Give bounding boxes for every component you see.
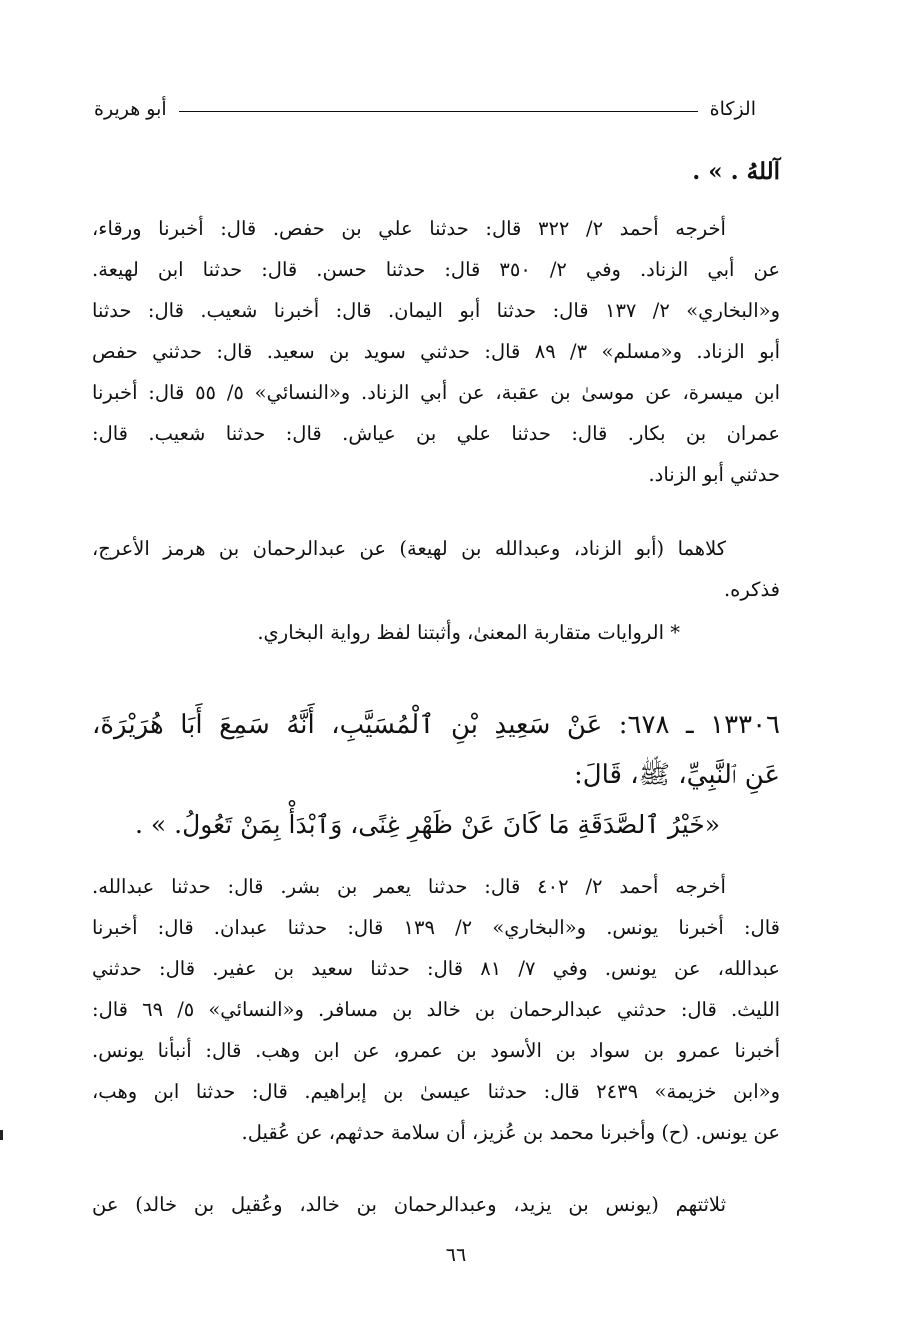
text-line: ابن ميسرة، عن موسىٰ بن عقبة، عن أبي الزناد. و«النسائي» ٥/ ٥٥ قال: أخبرنا: [92, 381, 780, 404]
text-line: عن يونس. (ح) وأخبرنا محمد بن عُزيز، أن سلامة حدثهم، عن عُقيل.: [241, 1121, 780, 1144]
text-line: كلاهما (أبو الزناد، وعبدالله بن لهيعة) عن عبدالرحمان بن هرمز الأعرج،: [92, 537, 726, 560]
running-header: [94, 94, 756, 124]
editor-note: [92, 612, 780, 653]
text-line: أخرجه أحمد ٢/ ٣٢٢ قال: حدثنا علي بن حفص. قال: أخبرنا ورقاء،: [92, 217, 726, 240]
text-line: الليث. قال: حدثني عبدالرحمان بن خالد بن مسافر. و«النسائي» ٥/ ٦٩ قال:: [92, 998, 780, 1021]
previous-hadith-ending: آللهُ . » .: [692, 158, 780, 185]
header-rule: [179, 111, 698, 112]
text-line: عن أبي الزناد. وفي ٢/ ٣٥٠ قال: حدثنا حسن. قال: حدثنا ابن لهيعة.: [92, 258, 780, 281]
text-line: و«البخاري» ٢/ ١٣٧ قال: حدثنا أبو اليمان. قال: أخبرنا شعيب. قال: حدثنا: [92, 299, 780, 322]
page-number: ٦٦: [445, 1244, 467, 1266]
note-line: * الروايات متقاربة المعنىٰ، وأثبتنا لفظ رواية البخاري.: [257, 621, 680, 644]
hadith-isnad-line-1: ١٣٣٠٦ ـ ٦٧٨: عَنْ سَعِيدِ بْنِ ٱلْمُسَيَّبِ، أَنَّهُ سَمِعَ أَبَا هُرَيْرَةَ،: [92, 710, 780, 740]
takhrij-paragraph-1: [92, 208, 780, 495]
hadith-isnad-line-2: عَنِ ٱلنَّبِيِّ، ﷺ، قَالَ:: [573, 760, 780, 790]
text-line: حدثني أبو الزناد.: [648, 463, 780, 486]
text-line: فذكره.: [723, 578, 780, 601]
scan-margin-mark: [0, 1130, 3, 1140]
text-line: قال: أخبرنا يونس. و«البخاري» ٢/ ١٣٩ قال: حدثنا عبدان. قال: أخبرنا: [92, 916, 780, 939]
companion-name: أبو هريرة: [94, 98, 167, 120]
hadith-matn: «خَيْرُ ٱلصَّدَقَةِ مَا كَانَ عَنْ ظَهْرِ غِنًى، وَٱبْدَأْ بِمَنْ تَعُولُ. » .: [135, 810, 720, 839]
text-line: أخبرنا عمرو بن سواد بن الأسود بن عمرو، عن ابن وهب. قال: أنبأنا يونس.: [92, 1039, 780, 1062]
takhrij-paragraph-2: [92, 528, 780, 610]
text-line: ثلاثتهم (يونس بن يزيد، وعبدالرحمان بن خالد، وعُقيل بن خالد) عن: [92, 1193, 726, 1216]
hadith-entry: [92, 700, 780, 850]
takhrij-paragraph-3: [92, 866, 780, 1153]
chapter-title: الزكاة: [709, 98, 756, 120]
text-line: و«ابن خزيمة» ٢٤٣٩ قال: حدثنا عيسىٰ بن إبراهيم. قال: حدثنا ابن وهب،: [92, 1080, 780, 1103]
takhrij-paragraph-4: [92, 1184, 780, 1225]
text-line: أبو الزناد. و«مسلم» ٣/ ٨٩ قال: حدثني سويد بن سعيد. قال: حدثني حفص: [92, 340, 780, 363]
text-line: عمران بن بكار. قال: حدثنا علي بن عياش. قال: حدثنا شعيب. قال:: [92, 422, 780, 445]
text-line: عبدالله، عن يونس. وفي ٧/ ٨١ قال: حدثنا سعيد بن عفير. قال: حدثني: [92, 957, 780, 980]
text-line: أخرجه أحمد ٢/ ٤٠٢ قال: حدثنا يعمر بن بشر. قال: حدثنا عبدالله.: [92, 875, 726, 898]
